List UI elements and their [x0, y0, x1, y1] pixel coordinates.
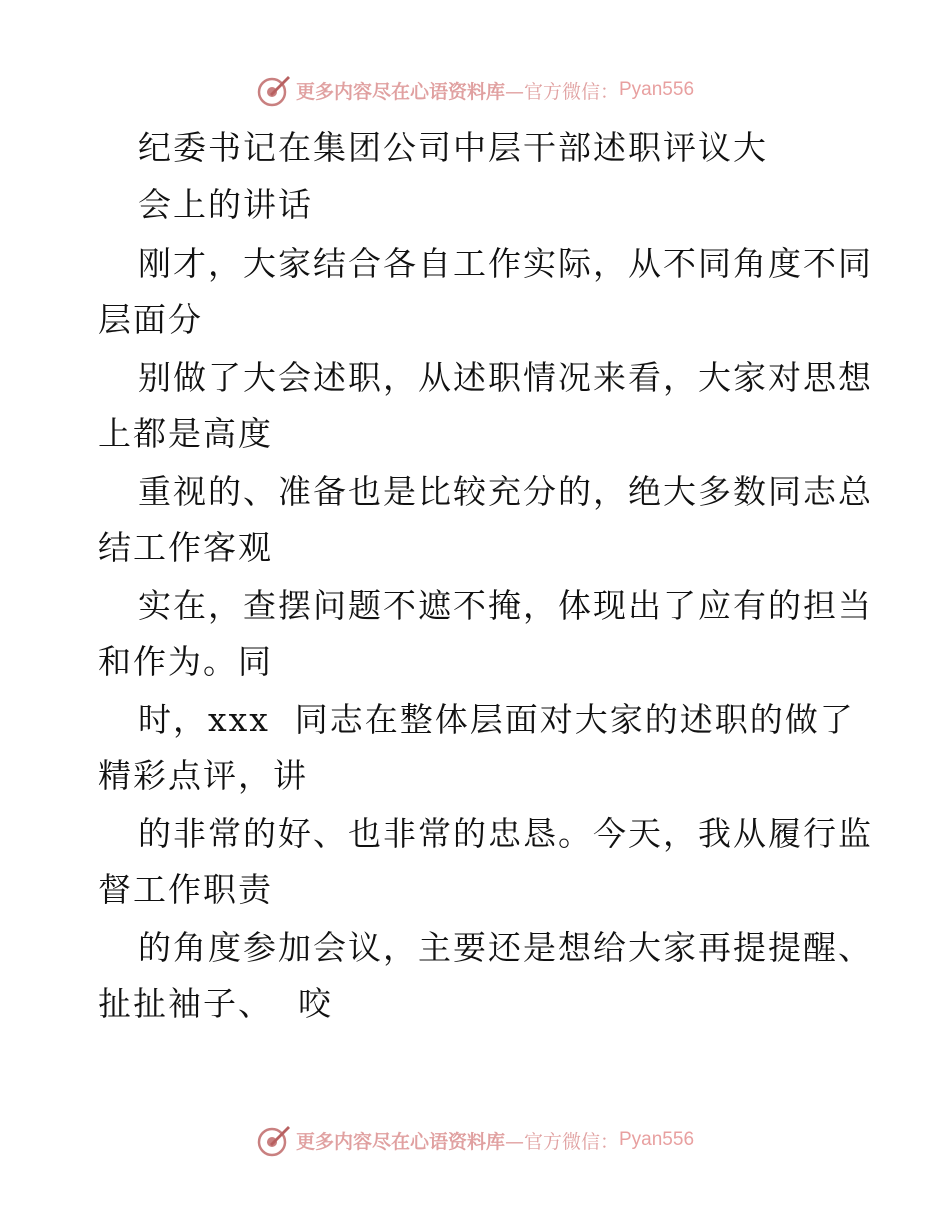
- body-line: 刚才，大家结合各自工作实际，从不同角度不同: [138, 244, 873, 283]
- watermark-text: 更多内容尽在心语资料库: [295, 1130, 505, 1153]
- document-title-line-1: 纪委书记在集团公司中层干部述职评议大: [138, 128, 768, 167]
- body-line: 层面分: [98, 300, 203, 339]
- body-line: 精彩点评，讲: [98, 756, 308, 795]
- body-line: 上都是高度: [98, 414, 273, 453]
- body-line: 结工作客观: [98, 528, 273, 567]
- body-line: 和作为。同: [98, 642, 273, 681]
- body-line: 督工作职责: [98, 870, 273, 909]
- body-line: 实在，查摆问题不遮不掩，体现出了应有的担当: [138, 586, 873, 625]
- body-line: 重视的、准备也是比较充分的，绝大多数同志总: [138, 472, 873, 511]
- watermark-separator: —官方微信：: [504, 80, 619, 103]
- header-watermark: [0, 70, 950, 110]
- body-line: 扯扯袖子、 咬: [98, 984, 333, 1023]
- watermark-separator: —官方微信：: [504, 1130, 619, 1153]
- body-line: 的角度参加会议，主要还是想给大家再提提醒、: [138, 928, 873, 967]
- pen-logo-icon: [256, 1122, 292, 1158]
- watermark-text: 更多内容尽在心语资料库: [295, 80, 505, 103]
- watermark-account: Pyan556: [619, 1129, 695, 1150]
- body-line: 别做了大会述职，从述职情况来看，大家对思想: [138, 358, 873, 397]
- document-title-line-2: 会上的讲话: [138, 185, 313, 224]
- watermark-account: Pyan556: [619, 79, 695, 100]
- footer-watermark: [0, 1120, 950, 1160]
- body-line: 的非常的好、也非常的忠恳。今天，我从履行监: [138, 814, 873, 853]
- body-line: 时，xxx 同志在整体层面对大家的述职的做了: [138, 700, 855, 739]
- pen-logo-icon: [256, 72, 292, 108]
